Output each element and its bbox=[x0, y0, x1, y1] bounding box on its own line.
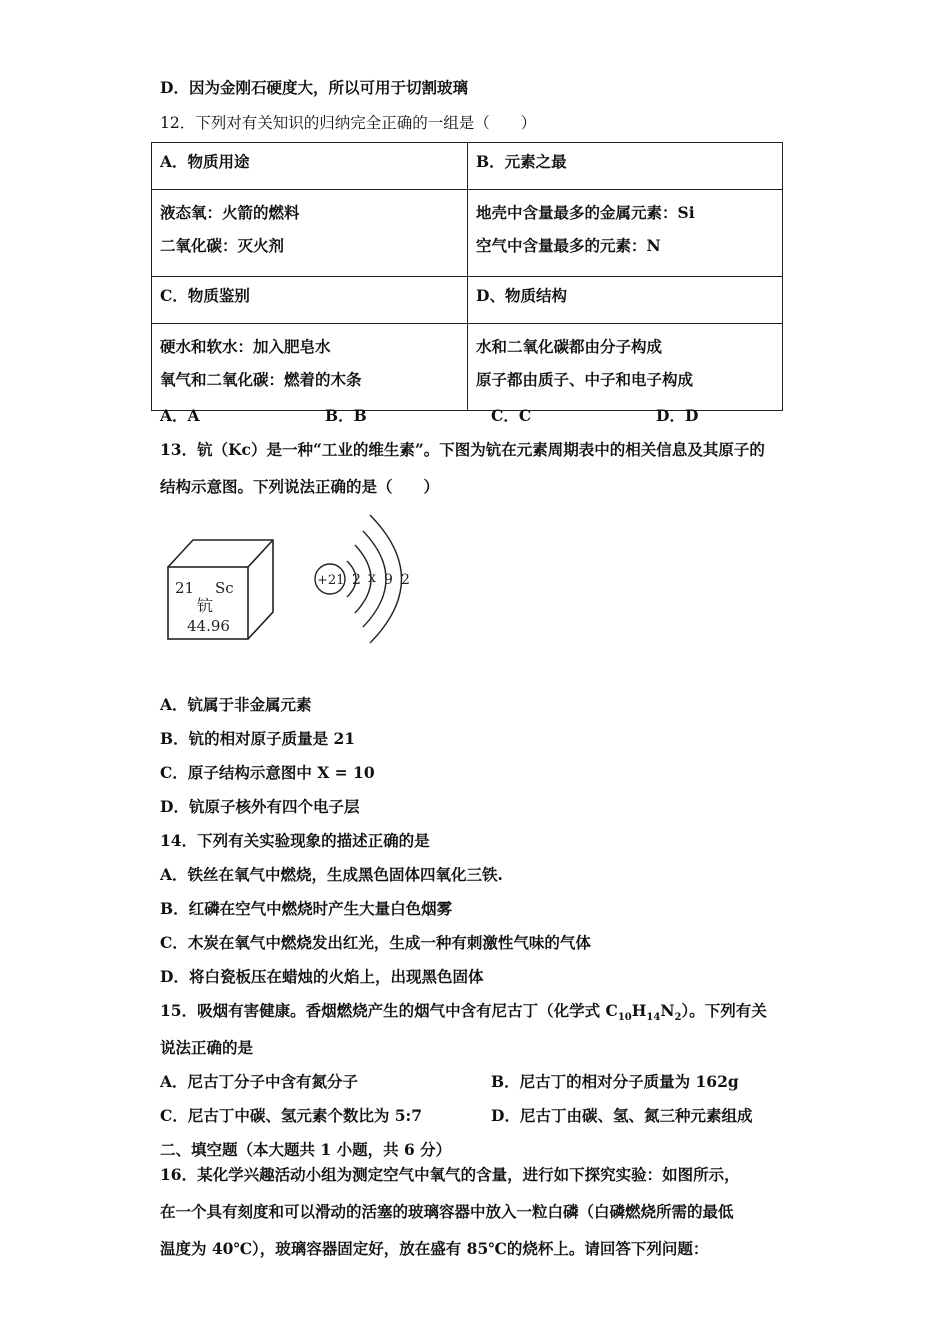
q11-option-d: D．因为金刚石硬度大，所以可用于切割玻璃 bbox=[160, 78, 468, 97]
q12-c-line1: 硬水和软水：加入肥皂水 bbox=[160, 337, 331, 356]
q12-option-d: D．D bbox=[656, 406, 699, 425]
q15-stem-post: ）。下列有关 bbox=[681, 1001, 767, 1020]
element-symbol: Sc bbox=[215, 579, 234, 597]
q12-option-a: A．A bbox=[160, 406, 200, 425]
q12-a-line1: 液态氧：火箭的燃料 bbox=[160, 203, 300, 222]
q13-option-b: B．钪的相对原子质量是 21 bbox=[160, 729, 356, 748]
q15-option-b: B．尼古丁的相对分子质量为 162g bbox=[491, 1072, 739, 1091]
q15-stem-pre: 15．吸烟有害健康。香烟燃烧产生的烟气中含有尼古丁（化学式 C bbox=[160, 1001, 618, 1020]
q12-stem: 12．下列对有关知识的归纳完全正确的一组是（ ） bbox=[160, 114, 537, 132]
section-2-heading: 二、填空题（本大题共 1 小题，共 6 分） bbox=[160, 1140, 452, 1159]
q12-c-line2: 氧气和二氧化碳：燃着的木条 bbox=[160, 370, 362, 389]
q13-option-a: A．钪属于非金属元素 bbox=[160, 695, 312, 714]
q12-d-line2: 原子都由质子、中子和电子构成 bbox=[476, 370, 694, 389]
q12-option-c: C．C bbox=[491, 406, 532, 425]
q13-option-d: D．钪原子核外有四个电子层 bbox=[160, 797, 360, 816]
element-name: 钪 bbox=[197, 596, 214, 615]
q12-b-head: B．元素之最 bbox=[468, 143, 783, 190]
q15-n: N bbox=[660, 1001, 675, 1020]
shell-4-count: 2 bbox=[401, 572, 410, 588]
q12-table bbox=[151, 142, 783, 411]
q14-stem: 14．下列有关实验现象的描述正确的是 bbox=[160, 831, 430, 850]
q12-d-body bbox=[468, 324, 783, 411]
q12-option-b: B．B bbox=[325, 406, 367, 425]
shell-3-count: 9 bbox=[384, 572, 393, 588]
q14-option-b: B．红磷在空气中燃烧时产生大量白色烟雾 bbox=[160, 899, 453, 918]
q13-stem-line2: 结构示意图。下列说法正确的是（ ） bbox=[160, 477, 440, 496]
q12-b-body bbox=[468, 190, 783, 277]
q12-a-line2: 二氧化碳：灭火剂 bbox=[160, 236, 285, 255]
nucleus-charge: +21 bbox=[317, 573, 345, 588]
q14-option-a: A．铁丝在氧气中燃烧，生成黑色固体四氧化三铁. bbox=[160, 865, 503, 884]
q15-h: H bbox=[631, 1001, 647, 1020]
q12-a-body bbox=[152, 190, 468, 277]
q16-line1: 16．某化学兴趣活动小组为测定空气中氧气的含量，进行如下探究实验：如图所示， bbox=[160, 1165, 740, 1184]
q15-c-subscript: 10 bbox=[617, 1012, 632, 1024]
scandium-figure bbox=[165, 505, 425, 659]
q12-b-line2: 空气中含量最多的元素：N bbox=[476, 236, 661, 255]
q15-option-d: D．尼古丁由碳、氢、氮三种元素组成 bbox=[491, 1106, 753, 1125]
q15-option-a: A．尼古丁分子中含有氮分子 bbox=[160, 1072, 359, 1091]
q12-c-head: C．物质鉴别 bbox=[152, 277, 468, 324]
shell-1-count: 2 bbox=[352, 572, 361, 588]
q14-option-c: C．木炭在氧气中燃烧发出红光，生成一种有刺激性气味的气体 bbox=[160, 933, 591, 952]
q15-n-subscript: 2 bbox=[674, 1012, 682, 1024]
atomic-mass: 44.96 bbox=[187, 617, 230, 635]
q12-d-head: D、物质结构 bbox=[468, 277, 783, 324]
q15-option-c: C．尼古丁中碳、氢元素个数比为 5:7 bbox=[160, 1106, 423, 1125]
q13-stem-line1: 13．钪（Kc）是一种“工业的维生素”。下图为钪在元素周期表中的相关信息及其原子的 bbox=[160, 440, 765, 459]
q12-b-line1: 地壳中含量最多的金属元素：Si bbox=[476, 203, 695, 222]
q12-a-head: A．物质用途 bbox=[152, 143, 468, 190]
q12-c-body bbox=[152, 324, 468, 411]
shell-2-count: x bbox=[368, 570, 376, 586]
q16-line2: 在一个具有刻度和可以滑动的活塞的玻璃容器中放入一粒白磷（白磷燃烧所需的最低 bbox=[160, 1202, 734, 1221]
q12-d-line1: 水和二氧化碳都由分子构成 bbox=[476, 337, 663, 356]
q13-option-c: C．原子结构示意图中 X = 10 bbox=[160, 763, 375, 782]
q16-line3: 温度为 40℃），玻璃容器固定好，放在盛有 85℃的烧杯上。请回答下列问题： bbox=[160, 1239, 709, 1258]
atomic-number: 21 bbox=[175, 579, 195, 597]
scandium-svg bbox=[165, 505, 425, 655]
q15-stem-line2: 说法正确的是 bbox=[160, 1038, 254, 1057]
q15-h-subscript: 14 bbox=[646, 1012, 661, 1024]
q15-stem-line1 bbox=[160, 999, 767, 1023]
q14-option-d: D．将白瓷板压在蜡烛的火焰上，出现黑色固体 bbox=[160, 967, 484, 986]
